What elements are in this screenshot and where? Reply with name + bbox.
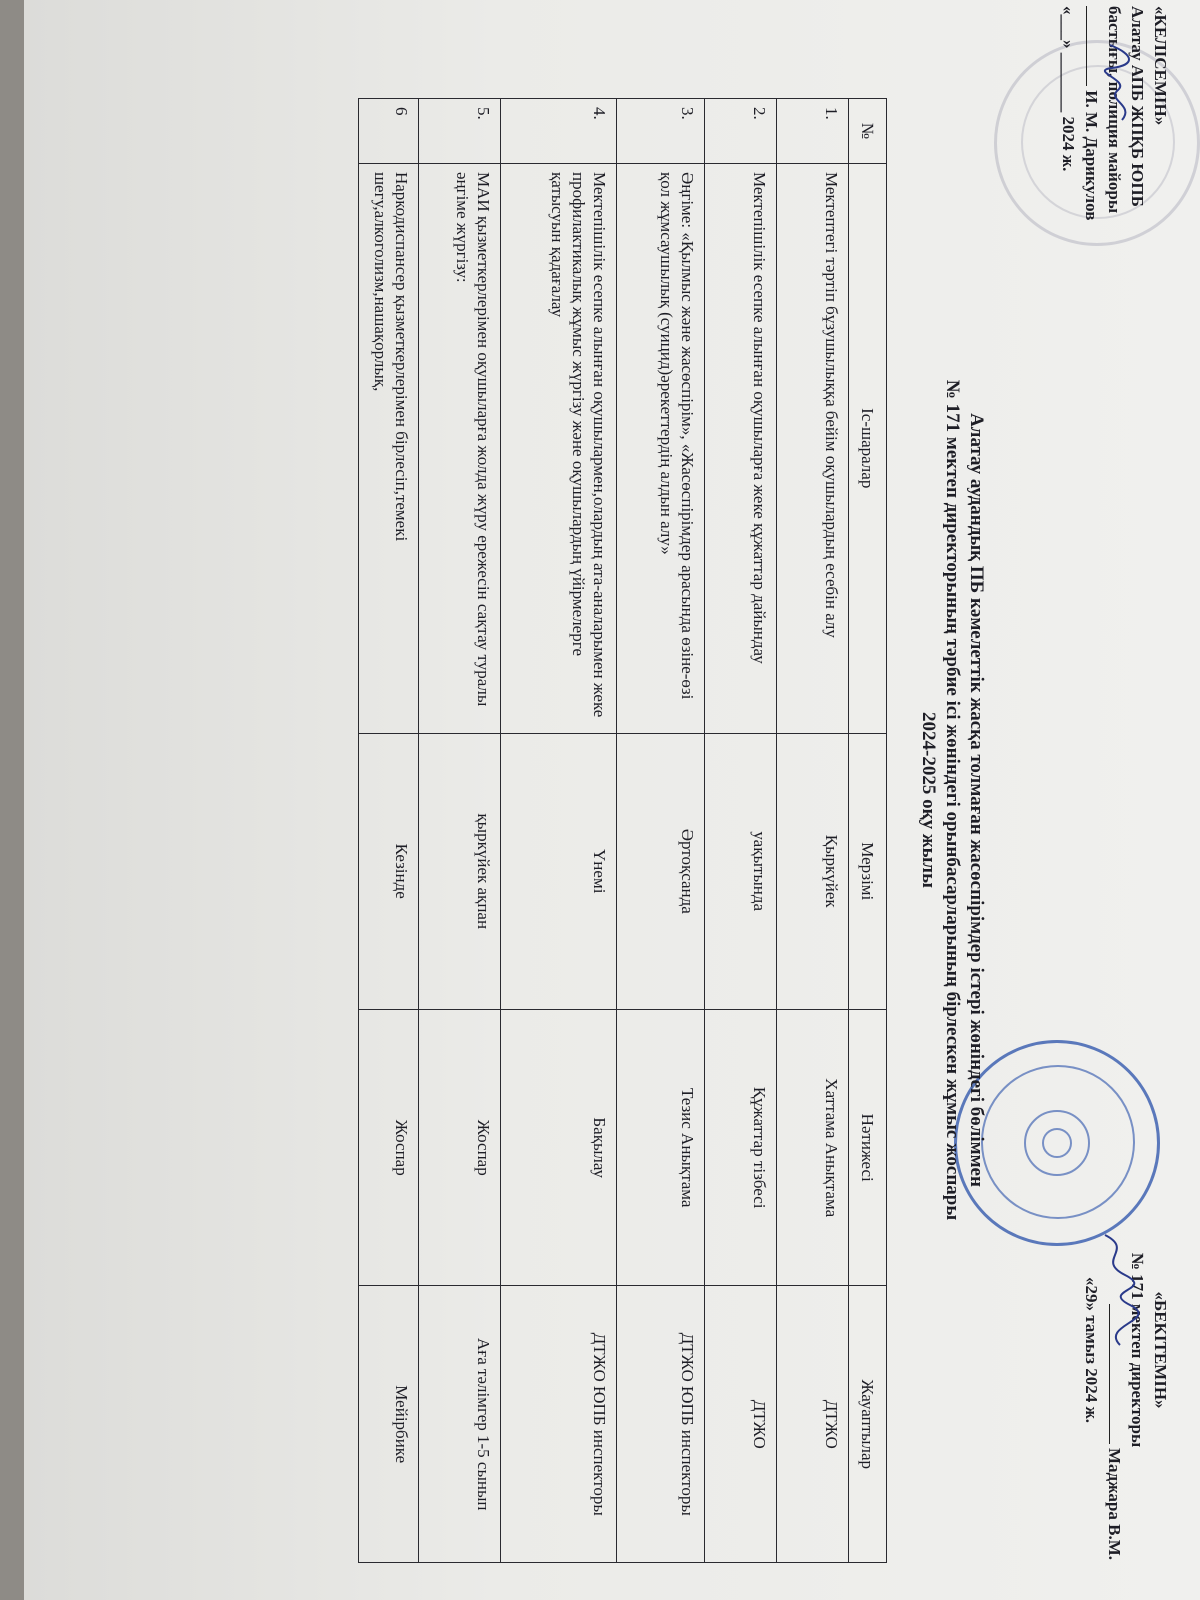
cell-number: 2. (705, 99, 777, 164)
cell-number: 6 (359, 99, 419, 164)
cell-responsible: ДТЖО (777, 1286, 849, 1563)
signature-left-icon (1100, 40, 1140, 130)
table-row (359, 99, 419, 1563)
title-line-1: Алатау аудандық ПБ кәмелеттік жасқа толмаған жасөспірімдер істері жөніндегі бөліммен (966, 413, 987, 1187)
cell-responsible: ДТЖО ЮПБ инспекторы (501, 1286, 617, 1563)
cell-activity: Мектепішілік есепке алынған оқушылармен,олардың ата-аналарымен жеке профилактикалық жұмыс жүргізу және оқушылардың үйірмелерге қатысуын қадағалау (501, 163, 617, 733)
cell-responsible: ДТЖО ЮПБ инспекторы (617, 1286, 705, 1563)
cell-number: 5. (419, 99, 501, 164)
cell-term: Қыркүйек (777, 733, 849, 1009)
cell-number: 4. (501, 99, 617, 164)
signature-right-icon (1090, 1230, 1140, 1350)
cell-term: Үнемі (501, 733, 617, 1009)
header-activities: Іс-шаралар (849, 163, 887, 733)
cell-term: уақытында (705, 733, 777, 1009)
title-line-3: 2024-2025 оқу жылы (918, 712, 939, 888)
cell-term: Әртоқсанда (617, 733, 705, 1009)
cell-result: Хаттама Анықтама (777, 1009, 849, 1285)
table-row (777, 99, 849, 1563)
cell-result: Жоспар (419, 1009, 501, 1285)
header-responsible: Жауаптылар (849, 1286, 887, 1563)
approval-right-signatory: Маджара В.М. (1103, 1140, 1126, 1560)
header-result: Нәтижесі (849, 1009, 887, 1285)
cell-activity: Әңгіме: «Қылмыс және жасөспірім», «Жасөспірімдер арасында өзіне-өзі қол жұмсаушылық (суицид)әрекеттердің алдын алу» (617, 163, 705, 733)
table-row (705, 99, 777, 1563)
cell-activity: МАИ қызметкерлерімен оқушыларға жолда жүру ережесін сақтау туралы әңгіме жүргізу: (419, 163, 501, 733)
approval-left-position: бастығы, полиция майоры (1105, 6, 1124, 214)
approval-right-heading: «БЕКІТЕМІН» (1151, 1291, 1170, 1409)
table-row (419, 99, 501, 1563)
table-row (617, 99, 705, 1563)
approval-left-date: «___» _______ 2024 ж. (1059, 6, 1078, 172)
cell-activity: Наркодиспансер қызметкерлерімен бірлесіп,темекі шегу,алкоголизм,нашақорлық, (359, 163, 419, 733)
cell-responsible: ДТЖО (705, 1286, 777, 1563)
cell-term: Кезінде (359, 733, 419, 1009)
table-header-row (849, 99, 887, 1563)
approval-left-signatory: И. М. Дарикулов (1080, 6, 1103, 336)
cell-result: Тезис Анықтама (617, 1009, 705, 1285)
cell-number: 3. (617, 99, 705, 164)
approval-right-position: № 171 мектеп директоры (1128, 1252, 1147, 1448)
header-number: № (849, 99, 887, 164)
title-line-2: № 171 мектеп директорының тәрбие ісі жөніндегі орынбасарларының бірлескен жұмыс жоспары (942, 379, 963, 1221)
approval-left-org: Алатау АПБ ЖПҚБ ЮПБ (1128, 6, 1147, 207)
header-term: Мерзімі (849, 733, 887, 1009)
document-title (916, 200, 988, 1400)
cell-term: қыркүйек ақпан (419, 733, 501, 1009)
cell-responsible: Мейірбике (359, 1286, 419, 1563)
approval-right-date: «29» тамыз 2024 ж. (1082, 1276, 1101, 1424)
work-plan-table (358, 98, 887, 1563)
cell-activity: Мектептегі тәртіп бұзушылыққа бейім оқушылардың есебін алу (777, 163, 849, 733)
cell-result: Құжаттар тізбесі (705, 1009, 777, 1285)
cell-result: Бақылау (501, 1009, 617, 1285)
cell-activity: Мектепішілік есепке алынған оқушыларға жеке құжаттар дайындау (705, 163, 777, 733)
cell-number: 1. (777, 99, 849, 164)
table-row (501, 99, 617, 1563)
approval-left-heading: «КЕЛІСЕМІН» (1151, 6, 1170, 126)
cell-responsible: Аға тәлімгер 1-5 сынып (419, 1286, 501, 1563)
cell-result: Жоспар (359, 1009, 419, 1285)
